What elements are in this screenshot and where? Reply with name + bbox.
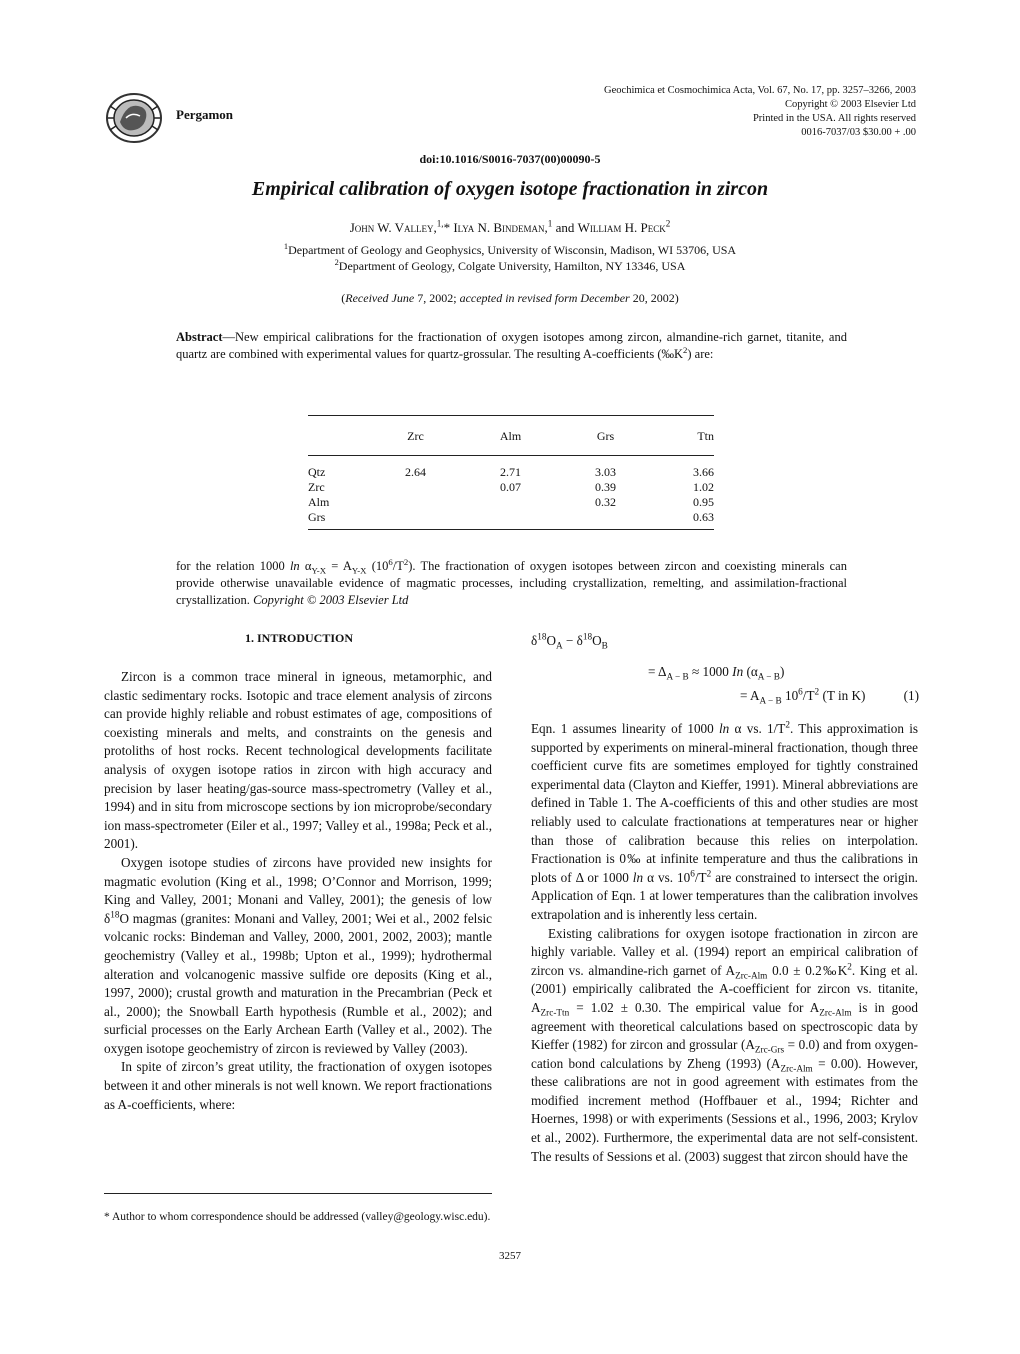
table-cell: Grs (308, 510, 368, 530)
author-bindeman-affil: 1 (547, 218, 553, 229)
author-list (0, 220, 1020, 236)
intro-paragraph-2 (104, 854, 492, 1059)
abs2-b: α (299, 559, 312, 573)
rp1-part: 2 (785, 719, 790, 730)
accepted-label: accepted in revised form December (456, 291, 630, 305)
affiliation-1 (0, 243, 1020, 258)
eq-part: A − B (759, 695, 782, 706)
eq-part: /T (802, 688, 815, 704)
rp1-part: α vs. 1/T (729, 721, 786, 736)
section-heading-introduction: 1. INTRODUCTION (244, 631, 353, 645)
table-header: Ttn (653, 416, 714, 456)
table-cell (368, 495, 463, 510)
author-bindeman: Ilya N. Bindeman, (453, 220, 548, 235)
eq-part: − δ (562, 633, 583, 648)
abs2-e: /T (392, 559, 404, 573)
coefficient-table (308, 415, 714, 530)
right-column (531, 720, 918, 1166)
table-cell (368, 510, 463, 530)
table-cell: 1.02 (693, 480, 714, 494)
intro-p2-sup: 18 (110, 909, 120, 920)
doi: doi:10.1016/S0016-7037(00)00090-5 (419, 152, 601, 166)
rp1-part: are constrained to intersect the origin. Application of Eqn. 1 at lower temperatures than the calibration involves extrapolation and is inherently less certain. (531, 869, 918, 922)
table-cell: 0.32 (595, 495, 616, 509)
affiliation-1-text: Department of Geology and Geophysics, University of Wisconsin, Madison, WI 53706, USA (288, 243, 737, 257)
table-header-row (308, 416, 714, 456)
rp2-part: Zrc-Alm (735, 970, 768, 981)
table-row (308, 495, 714, 510)
rp1-part: 6 (690, 868, 695, 879)
rp1-part: Eqn. 1 assumes linearity of 1000 (531, 721, 720, 736)
received-open: ( (341, 291, 346, 305)
table-cell (463, 510, 558, 530)
rp1-part: . This approximation is supported by experiments on mineral-mineral fractionation, though three coefficient curve fits are sometimes employed for tightly constrained experimental data (Clayton and Kieffer, 1991). Mineral abbreviations are defined in Table 1. The A-coefficients of this and other studies are most reliably used to calculate fractionations at temperatures near or higher than those of calibration because this relies on interpolation. Fractionation is 0‰ at infinite temperature and thus the calibrations in plots of Δ or 1000 (531, 721, 918, 885)
table-cell (368, 480, 463, 495)
rp2-part: Zrc-Ttn (540, 1007, 570, 1018)
author-peck-affil: 2 (665, 218, 671, 229)
received-date: 7, 2002; (414, 291, 457, 305)
eq-part: (T in K) (819, 688, 866, 704)
eq-part: 6 (798, 686, 803, 697)
table-cell (463, 495, 558, 510)
page-number: 3257 (499, 1250, 521, 1262)
accepted-date: 20, 2002) (629, 291, 679, 305)
rp2-part: is in good agreement with theoretical calculations based on spectroscopic data by Kieffer (1982) for zircon and grossular (A (531, 999, 918, 1053)
rp2-part: . King et al. (2001) empirically calibrated the A-coefficient for zircon vs. titanite, A (531, 962, 918, 1015)
intro-p2-b: O magmas (granites: Monani and Valley, 2001; Wei et al., 2002 felsic volcanic rocks: Bindeman and Valley, 2000, 2001, 2002, 2003); mantle geochemistry (Valley et al., 1998b; Upton et al., 1999); hydrothermal alteration and volcanogenic massive sulfide ore deposits (King et al., 1997, 2000); crustal growth and maturation in the Precambrian (Peck et al., 2000); the Snowball Earth hypothesis (Rumble et al., 2002); and surficial processes on the Early Archean Earth (Valley et al., 2002). The oxygen isotope geochemistry of zircon is reviewed by Valley (2003). (104, 910, 492, 1056)
abs2-sup2: 2 (403, 556, 409, 567)
eq-part: 18 (582, 631, 593, 642)
rp2-part: Zrc-Alm (780, 1063, 813, 1074)
table-cell: 2.71 (500, 465, 521, 479)
footnote-divider (104, 1193, 492, 1194)
intro-p2-a: Oxygen isotope studies of zircons have provided new insights for magmatic evolution (King et al., 1998; O’Connor and Morrison, 1999; King and Valley, 2001; Monani and Valley, 2001); the genesis of low δ (104, 854, 492, 926)
abs2-sub2: Y-X (351, 565, 367, 576)
abstract-sup: 2 (683, 344, 688, 355)
eq-part: 2 (814, 686, 820, 697)
rp2-part: 0.0 ± 0.2‰K (767, 962, 848, 978)
rp1-part: α vs. 10 (643, 869, 691, 885)
article-title: Empirical calibration of oxygen isotope fractionation in zircon (251, 178, 769, 200)
equation-line-1 (531, 632, 919, 651)
left-column (104, 668, 492, 1114)
abstract-label: Abstract (176, 330, 223, 344)
eq-part: B (601, 640, 608, 651)
table-cell: 3.66 (693, 465, 714, 479)
eq-part: 10 (781, 688, 799, 704)
table-cell: 0.39 (595, 480, 616, 494)
rp1-part: /T (694, 869, 707, 885)
table-header: Zrc (368, 416, 463, 456)
eq-part: A − B (666, 671, 689, 682)
rp2-part: = 1.02 ± 0.30. The empirical value for A (569, 999, 820, 1015)
abs2-d: (10 (366, 559, 389, 573)
table-cell (558, 510, 653, 530)
abs2-c: = A (326, 559, 352, 573)
abs2-ln: ln (289, 559, 300, 573)
table-header: Alm (463, 416, 558, 456)
rp1-part: ln (632, 869, 644, 885)
rp2-part: Zrc-Grs (754, 1044, 785, 1055)
rp2-part: 2 (847, 961, 852, 972)
author-valley: John W. Valley, (349, 220, 437, 235)
affiliation-2 (0, 259, 1020, 274)
received-dates (0, 291, 1020, 306)
abstract-text-1-end: ) are: (687, 347, 714, 361)
eq-part: (α (743, 663, 758, 679)
eq-part: δ (531, 633, 538, 648)
eq-part: = A (740, 688, 760, 704)
table-cell: 2.64 (405, 465, 426, 479)
rp2-part: Zrc-Alm (819, 1007, 852, 1018)
table-row (308, 480, 714, 495)
equation-1 (531, 632, 919, 706)
abs2-a: for the relation 1000 (176, 559, 290, 573)
eq-part: O (592, 633, 602, 648)
equation-line-3 (531, 687, 919, 706)
abstract-part-2 (176, 558, 847, 609)
rp1-part: 2 (706, 868, 712, 879)
journal-header (604, 84, 916, 140)
author-and: and (555, 220, 575, 235)
eq-part: ) (779, 663, 785, 679)
copyright-line: Copyright © 2003 Elsevier Ltd (784, 99, 916, 110)
equation-line-2 (531, 663, 919, 682)
publisher-name: Pergamon (176, 107, 234, 122)
table-cell: Alm (308, 495, 330, 509)
table-row (308, 456, 714, 481)
eq-part: A (555, 640, 563, 651)
eq-part: = Δ (648, 663, 667, 679)
journal-citation: Geochimica et Cosmochimica Acta, Vol. 67, No. 17, pp. 3257–3266, 2003 (604, 85, 916, 96)
table-cell: 0.07 (500, 480, 521, 494)
rp1-part: ln (719, 721, 730, 736)
footnote: * Author to whom correspondence should be addressed (valley@geology.wisc.edu). (104, 1211, 491, 1223)
right-paragraph-1 (531, 720, 918, 925)
intro-paragraph-3: In spite of zircon’s great utility, the fractionation of oxygen isotopes between it and other minerals is not well known. We report fractionations as A-coefficients, where: (104, 1059, 492, 1112)
eq-part: 18 (537, 631, 547, 642)
table-cell: 0.95 (693, 495, 714, 509)
corresponding-star: * (443, 220, 451, 235)
eq-part: O (546, 633, 556, 648)
rp2-part: Existing calibrations for oxygen isotope fractionation in zircon are highly variable. Valley et al. (1994) report an empirical calibration of zircon vs. almandine-rich garnet of A (531, 925, 918, 978)
affiliation-2-text: Department of Geology, Colgate University, Hamilton, NY 13346, USA (338, 259, 686, 273)
rp2-part: = 0.0) and from oxygen-cation bond calculations by Zheng (1993) (A (531, 1037, 918, 1071)
table-header (308, 416, 368, 456)
eq-part: A − B (757, 671, 780, 682)
abstract-copyright: Copyright © 2003 Elsevier Ltd (253, 593, 409, 607)
printed-line: Printed in the USA. All rights reserved (752, 113, 916, 124)
table-cell: Zrc (308, 480, 325, 494)
table-cell: Qtz (308, 465, 326, 479)
rp2-part: = 0.00). However, these calibrations are not in good agreement with estimates from the modified increment method (Hoffbauer et al., 1994; Richter and Hoernes, 1998) or with experiments (Sessions et al., 1996, 2003; Krylov et al., 2002). Furthermore, the experimental data are not self-consistent. The results of Sessions et al. (2003) suggest that zircon should have the (531, 1055, 919, 1164)
right-paragraph-2 (531, 925, 918, 1167)
issn-line: 0016-7037/03 $30.00 + .00 (801, 127, 916, 138)
table-row (308, 510, 714, 530)
affiliation-2-mark: 2 (334, 258, 339, 267)
abstract-text-1: —New empirical calibrations for the fractionation of oxygen isotopes among zircon, almandine-rich garnet, titanite, and quartz are combined with experimental values for quartz-grossular. The resulting A-coefficients (‰K (176, 330, 847, 361)
table-header: Grs (558, 416, 653, 456)
publisher-logo (104, 92, 164, 144)
table-cell: 0.63 (653, 510, 714, 530)
abs2-sub1: Y-X (311, 565, 327, 576)
received-label: Received June (345, 291, 415, 305)
abstract-part-1 (176, 329, 847, 363)
eq-part: ≈ 1000 (688, 663, 733, 679)
author-peck: William H. Peck (577, 220, 666, 235)
author-valley-affil: 1, (436, 218, 444, 229)
equation-number: (1) (903, 688, 919, 704)
eq-part: In (732, 663, 744, 679)
table-cell: 3.03 (595, 465, 616, 479)
affiliation-1-mark: 1 (283, 242, 289, 251)
abs2-sup1: 6 (388, 556, 393, 567)
abs2-f: ). The fractionation of oxygen isotopes between zircon and coexisting minerals can provide otherwise unavailable evidence of magmatic processes, including crystallization, remelting, and assimilation-fractional crystallization. (176, 559, 847, 607)
intro-paragraph-1: Zircon is a common trace mineral in igneous, metamorphic, and clastic sedimentary rocks. Isotopic and trace element analysis of zircons can provide highly reliable and robust estimates of age, compositions of coexisting minerals and melts, and constraints on the genesis and protoliths of host rocks. Recent technological developments facilitate analysis of oxygen isotope ratios in zircon with high accuracy and precision by laser heating/gas-source mass-spectrometry (Valley et al., 1994) and in situ from microscope sections by ion microprobe/secondary ion mass-spectrometer (Eiler et al., 1997; Valley et al., 1998a; Peck et al., 2001). (104, 669, 492, 852)
